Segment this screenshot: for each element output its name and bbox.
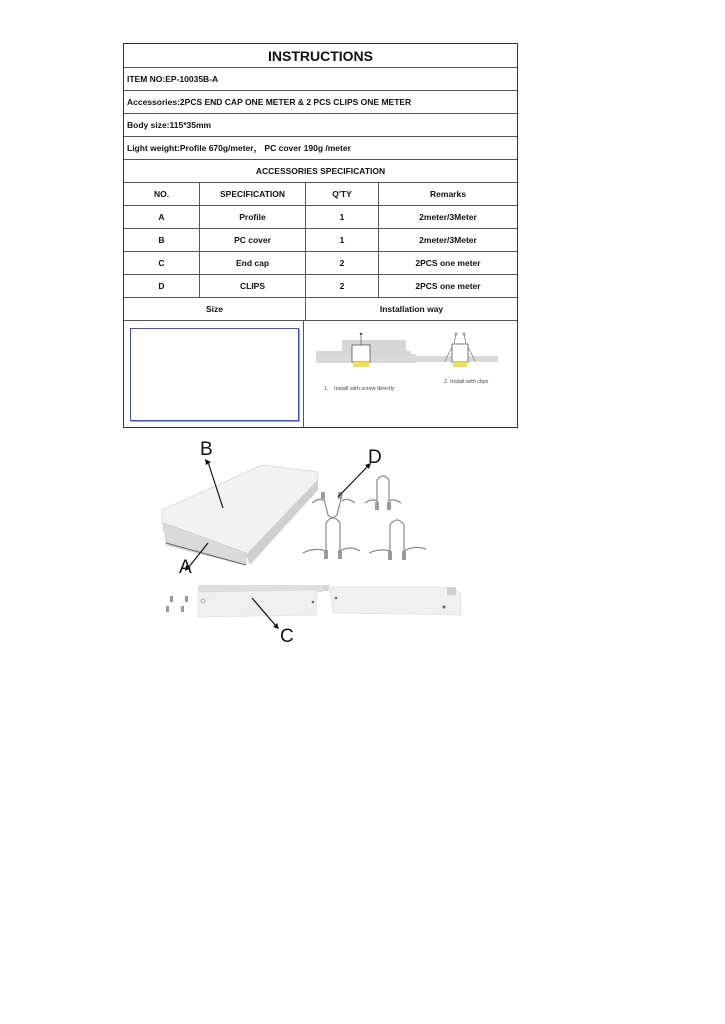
cell-qty: 1 — [306, 229, 379, 251]
body-size: Body size:115*35mm — [127, 120, 212, 130]
cell-spec: Profile — [200, 206, 306, 228]
label-d: D — [368, 447, 382, 468]
label-a: A — [179, 557, 192, 578]
install-diagram-icon — [304, 321, 517, 427]
bottom-content-row — [124, 321, 517, 427]
label-b: B — [200, 439, 213, 460]
cell-spec: End cap — [200, 252, 306, 274]
label-c: C — [280, 626, 294, 647]
installation-heading: Installation way — [379, 304, 444, 314]
size-cell — [124, 321, 304, 427]
table-row — [124, 206, 517, 229]
col-header-no: NO. — [124, 183, 200, 205]
col-header-qty: Q'TY — [306, 183, 379, 205]
accessories-row — [124, 91, 517, 114]
instructions-table — [123, 43, 518, 428]
size-drawing-placeholder — [130, 328, 299, 421]
bottom-header-row — [124, 298, 517, 321]
install-caption-screw: 1， Install with screw directly — [324, 386, 395, 392]
spec-header-row — [124, 183, 517, 206]
title-row — [124, 44, 517, 68]
cell-qty: 2 — [306, 252, 379, 274]
product-parts-illustration-icon — [150, 435, 480, 655]
item-no-row — [124, 68, 517, 91]
installation-cell — [304, 321, 517, 427]
cell-qty: 2 — [306, 275, 379, 297]
cell-no: C — [124, 252, 200, 274]
cell-no: B — [124, 229, 200, 251]
col-header-spec: SPECIFICATION — [200, 183, 306, 205]
light-weight-row — [124, 137, 517, 160]
product-photo — [150, 435, 480, 655]
col-header-remarks: Remarks — [430, 189, 466, 199]
cell-remarks: 2PCS one meter — [415, 258, 481, 268]
item-no: ITEM NO:EP-10035B-A — [127, 74, 219, 84]
spec-heading: ACCESSORIES SPECIFICATION — [255, 166, 386, 176]
body-size-row — [124, 114, 517, 137]
page-title: INSTRUCTIONS — [268, 47, 373, 64]
cell-remarks: 2meter/3Meter — [419, 235, 477, 245]
accessories: Accessories:2PCS END CAP ONE METER & 2 PCS CLIPS ONE METER — [127, 97, 412, 107]
installation-diagrams — [304, 321, 517, 427]
cell-no: D — [124, 275, 200, 297]
size-heading: Size — [124, 298, 306, 320]
cell-no: A — [124, 206, 200, 228]
table-row — [124, 252, 517, 275]
table-row — [124, 275, 517, 298]
install-caption-clips: 2. Install with clips — [444, 379, 489, 385]
table-row — [124, 229, 517, 252]
cell-remarks: 2PCS one meter — [415, 281, 481, 291]
cell-spec: CLIPS — [200, 275, 306, 297]
light-weight: Light weight:Profile 670g/meter， PC cover 190g /meter — [127, 143, 351, 153]
spec-heading-row — [124, 160, 517, 183]
cell-qty: 1 — [306, 206, 379, 228]
cell-spec: PC cover — [200, 229, 306, 251]
cell-remarks: 2meter/3Meter — [419, 212, 477, 222]
